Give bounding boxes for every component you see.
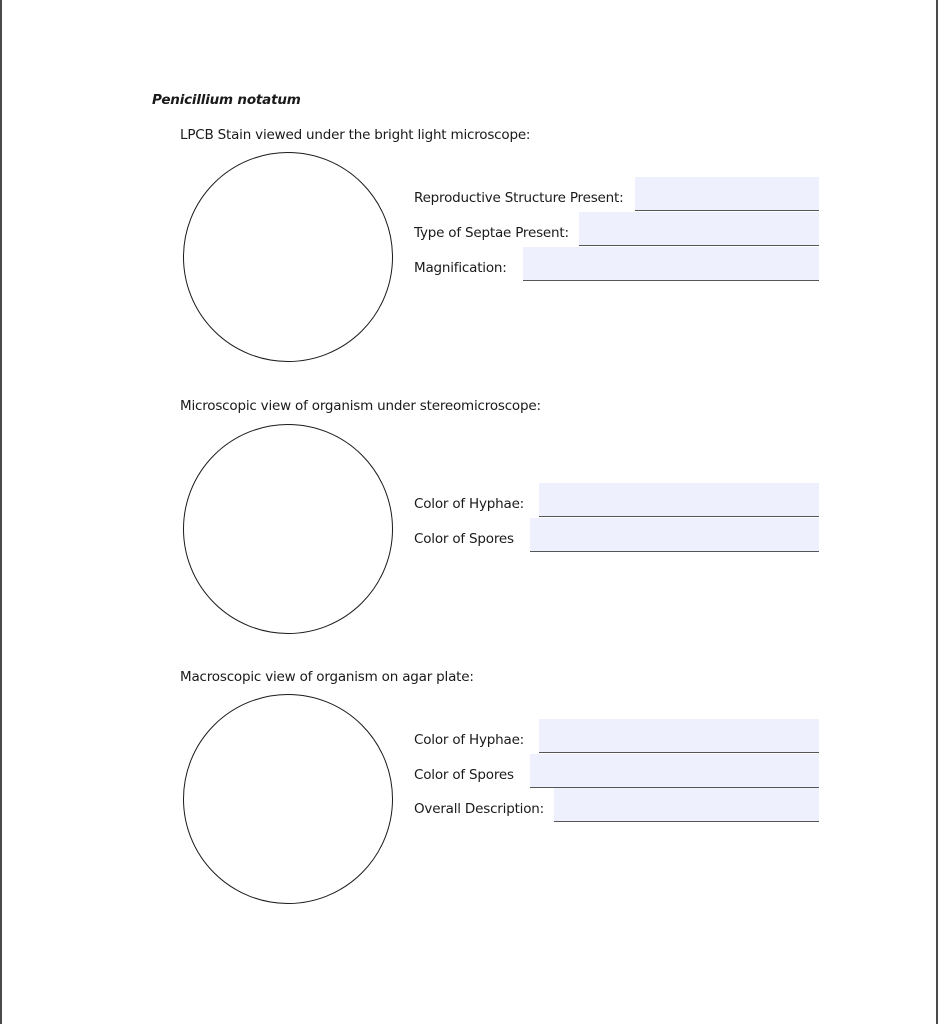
field-label-hyphae-color-stereo: Color of Hyphae: [414, 496, 525, 512]
drawing-circle-agar-plate [183, 694, 393, 904]
field-row-magnification [414, 247, 819, 281]
section-heading-lpcb-stain: LPCB Stain viewed under the bright light microscope: [180, 127, 531, 143]
hyphae-color-stereo-input[interactable] [539, 483, 819, 517]
field-row-septae-type [414, 212, 819, 246]
field-label-spores-color-stereo: Color of Spores [414, 531, 514, 547]
magnification-input[interactable] [523, 247, 819, 281]
field-row-spores-color-agar [414, 754, 819, 788]
field-label-spores-color-agar: Color of Spores [414, 767, 514, 783]
field-row-hyphae-color-agar [414, 719, 819, 753]
drawing-circle-lpcb-stain [183, 152, 393, 362]
spores-color-agar-input[interactable] [530, 754, 819, 788]
spores-color-stereo-input[interactable] [530, 518, 819, 552]
hyphae-color-agar-input[interactable] [539, 719, 819, 753]
field-row-hyphae-color-stereo [414, 483, 819, 517]
septae-type-input[interactable] [579, 212, 819, 246]
page-edge-left [0, 0, 2, 1024]
section-heading-stereomicroscope: Microscopic view of organism under stereomicroscope: [180, 398, 541, 414]
field-label-magnification: Magnification: [414, 260, 507, 276]
document-title: Penicillium notatum [152, 92, 301, 108]
overall-description-input[interactable] [554, 788, 819, 822]
field-label-overall-description: Overall Description: [414, 801, 544, 817]
field-row-spores-color-stereo [414, 518, 819, 552]
field-label-hyphae-color-agar: Color of Hyphae: [414, 732, 525, 748]
drawing-circle-stereomicroscope [183, 424, 393, 634]
section-heading-agar-plate: Macroscopic view of organism on agar plate: [180, 669, 474, 685]
field-label-septae-type: Type of Septae Present: [414, 225, 569, 241]
field-row-overall-description [414, 788, 819, 822]
field-label-reproductive-structure: Reproductive Structure Present: [414, 190, 624, 206]
field-row-reproductive-structure [414, 177, 819, 211]
reproductive-structure-input[interactable] [635, 177, 819, 211]
